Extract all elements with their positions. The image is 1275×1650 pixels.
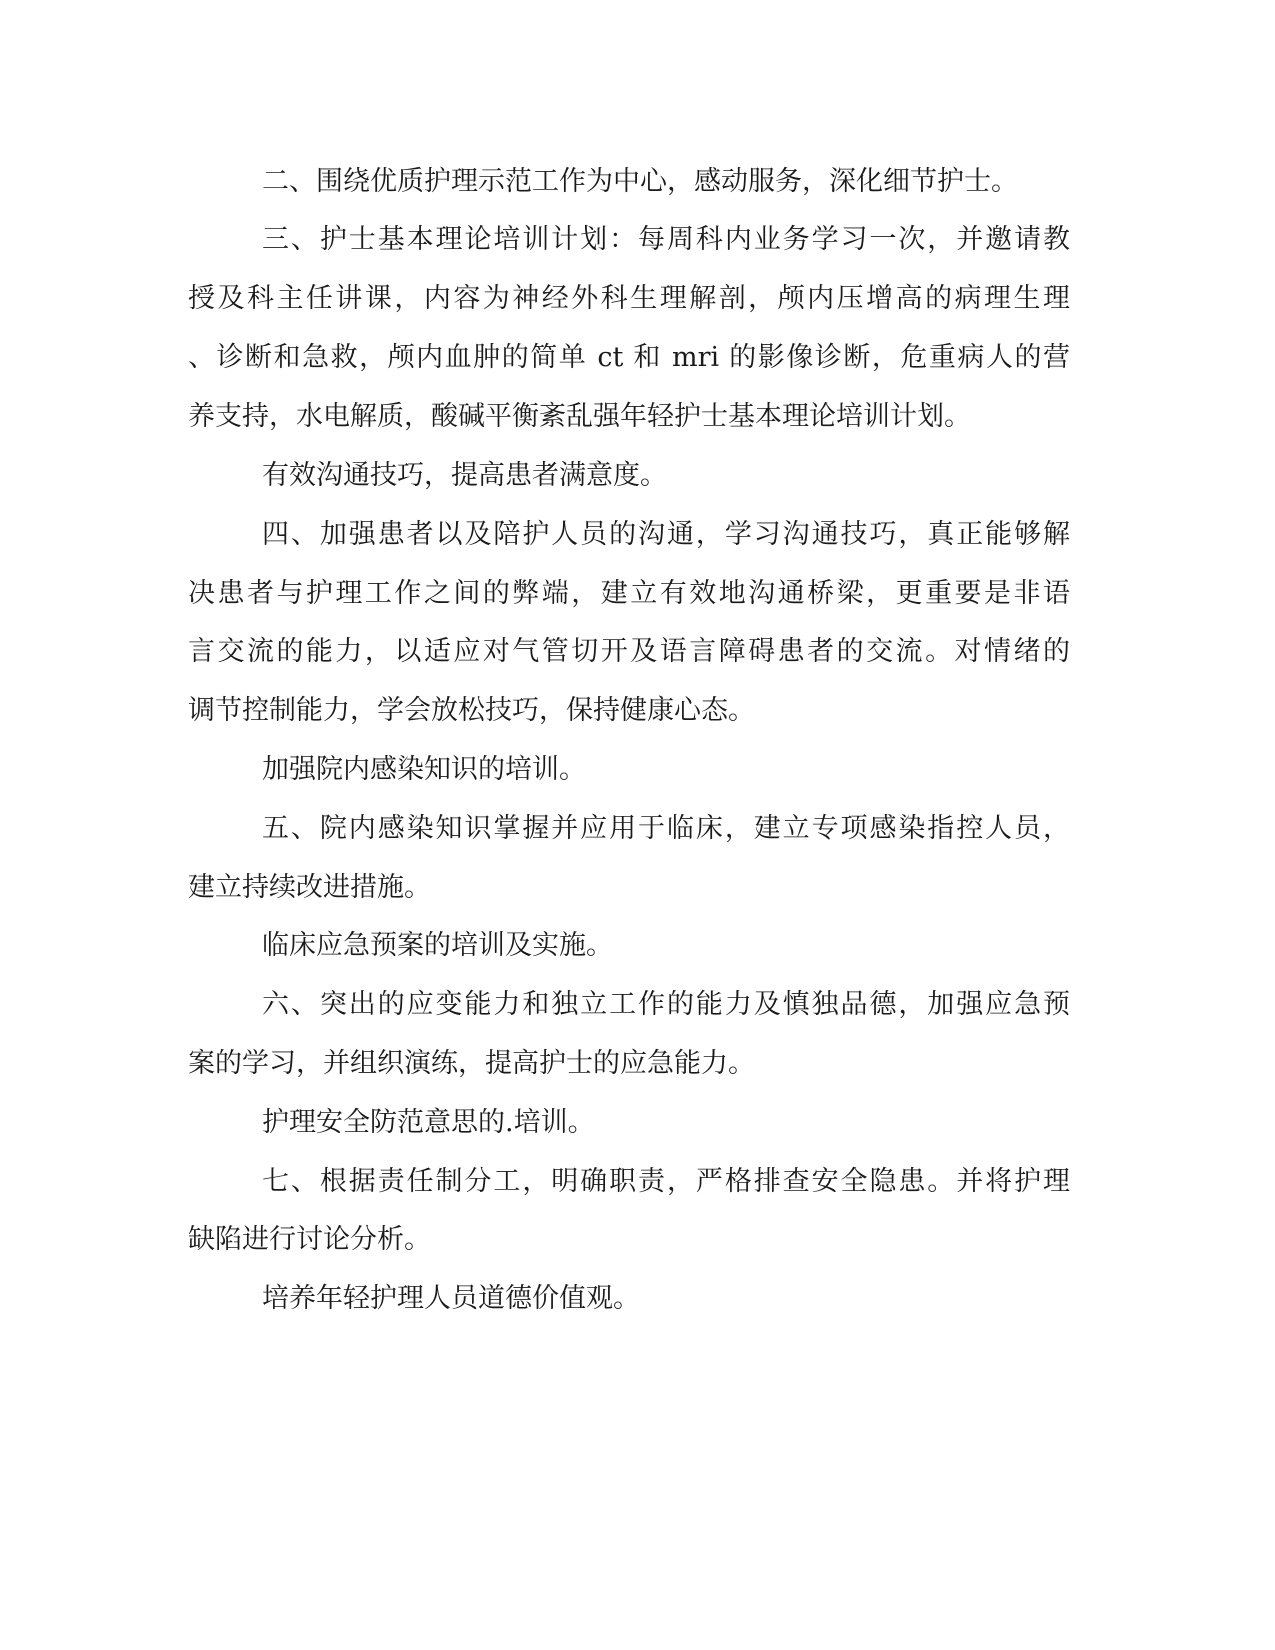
paragraph-line: 七、根据责任制分工，明确职责，严格排查安全隐患。并将护理 — [262, 1166, 1070, 1197]
paragraph-line: 建立持续改进措施。 — [188, 872, 431, 903]
paragraph-line: 五、院内感染知识掌握并应用于临床，建立专项感染指控人员， — [262, 813, 1070, 844]
paragraph-line: 二、围绕优质护理示范工作为中心，感动服务，深化细节护士。 — [262, 166, 1018, 197]
paragraph-line: 养支持，水电解质，酸碱平衡紊乱强年轻护士基本理论培训计划。 — [188, 401, 971, 432]
paragraph-line: 调节控制能力，学会放松技巧，保持健康心态。 — [188, 695, 755, 726]
paragraph-line: 护理安全防范意思的.培训。 — [262, 1107, 595, 1138]
paragraph-line: 三、护士基本理论培训计划：每周科内业务学习一次，并邀请教 — [262, 224, 1070, 255]
paragraph-line: 临床应急预案的培训及实施。 — [262, 930, 613, 961]
paragraph-line: 案的学习，并组织演练，提高护士的应急能力。 — [188, 1048, 755, 1079]
paragraph-line: 加强院内感染知识的培训。 — [262, 754, 586, 785]
paragraph-line: 决患者与护理工作之间的弊端，建立有效地沟通桥梁，更重要是非语 — [188, 578, 1070, 609]
paragraph-line: 培养年轻护理人员道德价值观。 — [262, 1283, 640, 1314]
paragraph-line: 言交流的能力，以适应对气管切开及语言障碍患者的交流。对情绪的 — [188, 636, 1070, 667]
paragraph-line: 、诊断和急救，颅内血肿的简单 ct 和 mri 的影像诊断，危重病人的营 — [188, 342, 1070, 373]
paragraph-line: 授及科主任讲课，内容为神经外科生理解剖，颅内压增高的病理生理 — [188, 283, 1070, 314]
paragraph-line: 缺陷进行讨论分析。 — [188, 1224, 431, 1255]
paragraph-line: 六、突出的应变能力和独立工作的能力及慎独品德，加强应急预 — [262, 989, 1070, 1020]
paragraph-line: 有效沟通技巧，提高患者满意度。 — [262, 460, 667, 491]
paragraph-line: 四、加强患者以及陪护人员的沟通，学习沟通技巧，真正能够解 — [262, 519, 1070, 550]
